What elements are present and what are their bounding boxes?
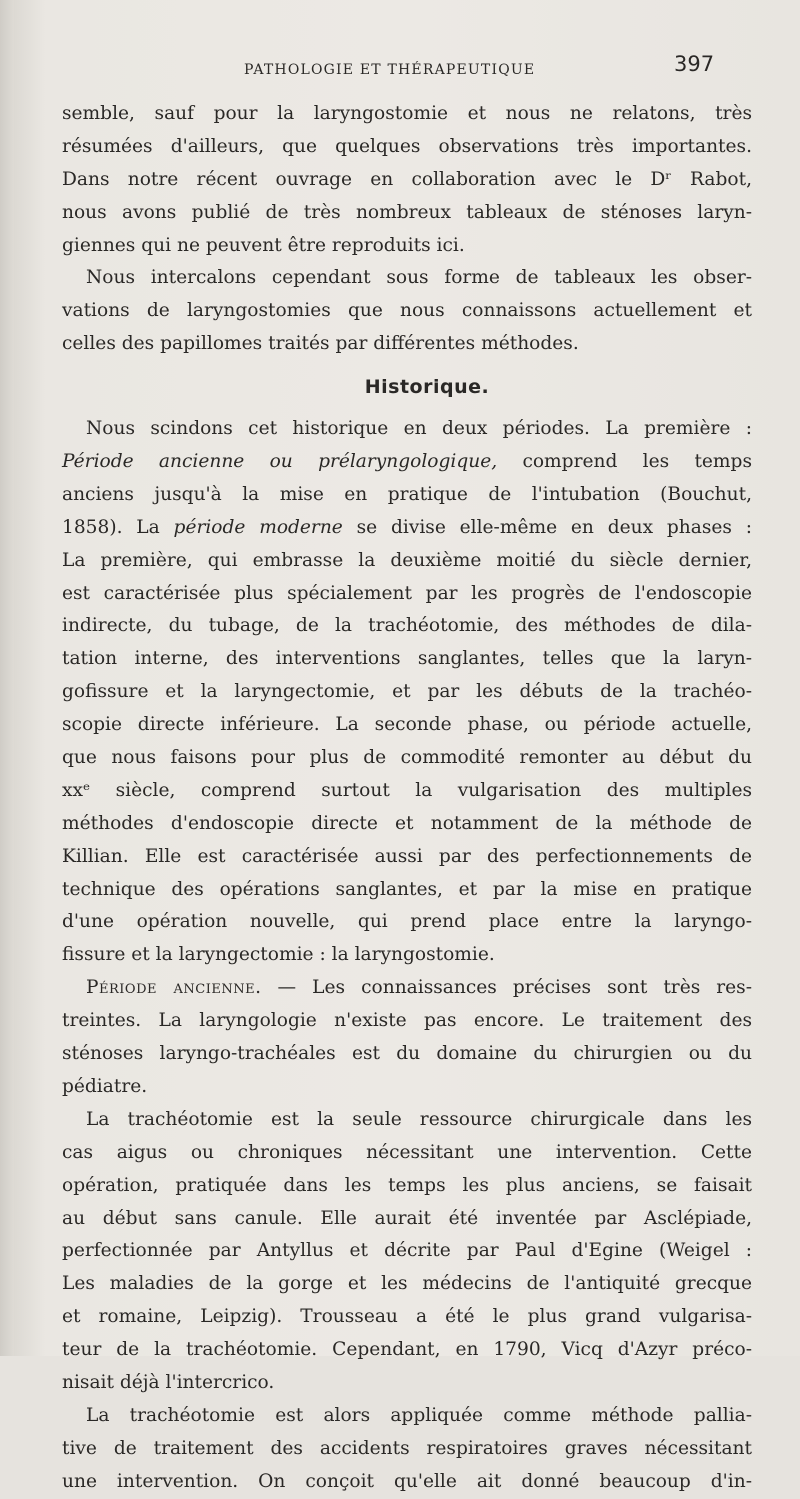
- text-line: Nous intercalons cependant sous forme de tableaux les obser-: [86, 267, 752, 289]
- paragraph: [62, 262, 752, 361]
- text-line: sténoses laryngo-trachéales est du domaine du chirurgien ou du: [62, 1043, 752, 1065]
- text-line: nisait déjà l'intercrico.: [62, 1371, 275, 1393]
- text-line: [62, 512, 752, 545]
- text-line: opération, pratiquée dans les temps les plus anciens, se faisait: [62, 1174, 752, 1196]
- text-line: résumées d'ailleurs, que quelques observations très importantes.: [62, 135, 752, 157]
- text-line: Nous scindons cet historique en deux périodes. La première :: [86, 418, 752, 440]
- text-line: teur de la trachéotomie. Cependant, en 1790, Vicq d'Azyr préco-: [62, 1339, 752, 1361]
- text-line: [62, 972, 752, 1005]
- text-span: comprend les temps: [497, 451, 752, 473]
- italic-term: Période ancienne ou prélaryngologique,: [62, 451, 498, 473]
- text-line: anciens jusqu'à la mise en pratique de l'intubation (Bouchut,: [62, 483, 752, 505]
- text-span: — Les connaissances précises sont très res-: [261, 977, 752, 999]
- text-line: giennes qui ne peuvent être reproduits ici.: [62, 234, 465, 256]
- running-head: [14, 52, 800, 82]
- text-line: Dans notre récent ouvrage en collaboration avec le Dʳ Rabot,: [62, 168, 752, 190]
- text-line: Les maladies de la gorge et les médecins de l'antiquité grecque: [62, 1273, 752, 1295]
- binding-edge: [0, 0, 14, 1356]
- text-span: se divise elle-même en deux phases :: [342, 516, 752, 538]
- text-span: 1858). La: [62, 516, 174, 538]
- text-line: cas aigus ou chroniques nécessitant une intervention. Cette: [62, 1141, 752, 1163]
- text-line: scopie directe inférieure. La seconde phase, ou période actuelle,: [62, 714, 752, 736]
- section-heading: Historique.: [364, 376, 490, 399]
- text-line: fissure et la laryngectomie : la laryngostomie.: [62, 944, 495, 966]
- running-title: PATHOLOGIE ET THÉRAPEUTIQUE: [244, 62, 536, 78]
- book-page: [14, 0, 800, 1492]
- text-line: est caractérisée plus spécialement par les progrès de l'endoscopie: [62, 582, 752, 604]
- smallcaps-heading: Période ancienne.: [86, 977, 262, 999]
- text-line: technique des opérations sanglantes, et par la mise en pratique: [62, 878, 752, 900]
- text-line: nous avons publié de très nombreux tableaux de sténoses laryn-: [62, 201, 752, 223]
- text-line: méthodes d'endoscopie directe et notamment de la méthode de: [62, 812, 752, 834]
- paragraph: [62, 1104, 752, 1400]
- text-line: que nous faisons pour plus de commodité remonter au début du: [62, 747, 752, 769]
- text-line: La première, qui embrasse la deuxième moitié du siècle dernier,: [62, 549, 752, 571]
- text-line: treintes. La laryngologie n'existe pas encore. Le traitement des: [62, 1010, 752, 1032]
- page-number: 397: [674, 52, 715, 76]
- text-line: gofissure et la laryngectomie, et par les débuts de la trachéo-: [62, 681, 752, 703]
- text-line: [62, 446, 752, 479]
- paragraph: [62, 1400, 752, 1499]
- italic-term: période moderne: [173, 516, 343, 538]
- text-line: tation interne, des interventions sanglantes, telles que la laryn-: [62, 648, 752, 670]
- text-line: Killian. Elle est caractérisée aussi par des perfectionnements de: [62, 845, 752, 867]
- paragraph: [62, 972, 752, 1104]
- text-line: xxᵉ siècle, comprend surtout la vulgarisation des multiples: [62, 779, 752, 801]
- paragraph: [62, 413, 752, 972]
- text-line: pédiatre.: [62, 1075, 148, 1097]
- text-line: semble, sauf pour la laryngostomie et nous ne relatons, très: [62, 103, 752, 124]
- body-text: [62, 98, 752, 1499]
- paragraph: [62, 98, 752, 262]
- text-line: La trachéotomie est alors appliquée comme méthode pallia-: [86, 1404, 752, 1426]
- text-line: indirecte, du tubage, de la trachéotomie, des méthodes de dila-: [62, 615, 752, 637]
- text-line: perfectionnée par Antyllus et décrite par Paul d'Egine (Weigel :: [62, 1240, 752, 1262]
- text-line: au début sans canule. Elle aurait été inventée par Asclépiade,: [62, 1207, 752, 1229]
- text-line: et romaine, Leipzig). Trousseau a été le plus grand vulgarisa-: [62, 1306, 752, 1328]
- text-line: tive de traitement des accidents respiratoires graves nécessitant: [62, 1437, 752, 1459]
- text-line: une intervention. On conçoit qu'elle ait donné beaucoup d'in-: [62, 1470, 752, 1492]
- text-line: vations de laryngostomies que nous connaissons actuellement et: [62, 300, 752, 322]
- text-line: La trachéotomie est la seule ressource chirurgicale dans les: [86, 1108, 752, 1130]
- text-line: d'une opération nouvelle, qui prend place entre la laryngo-: [62, 911, 752, 933]
- text-line: celles des papillomes traités par différentes méthodes.: [62, 333, 579, 355]
